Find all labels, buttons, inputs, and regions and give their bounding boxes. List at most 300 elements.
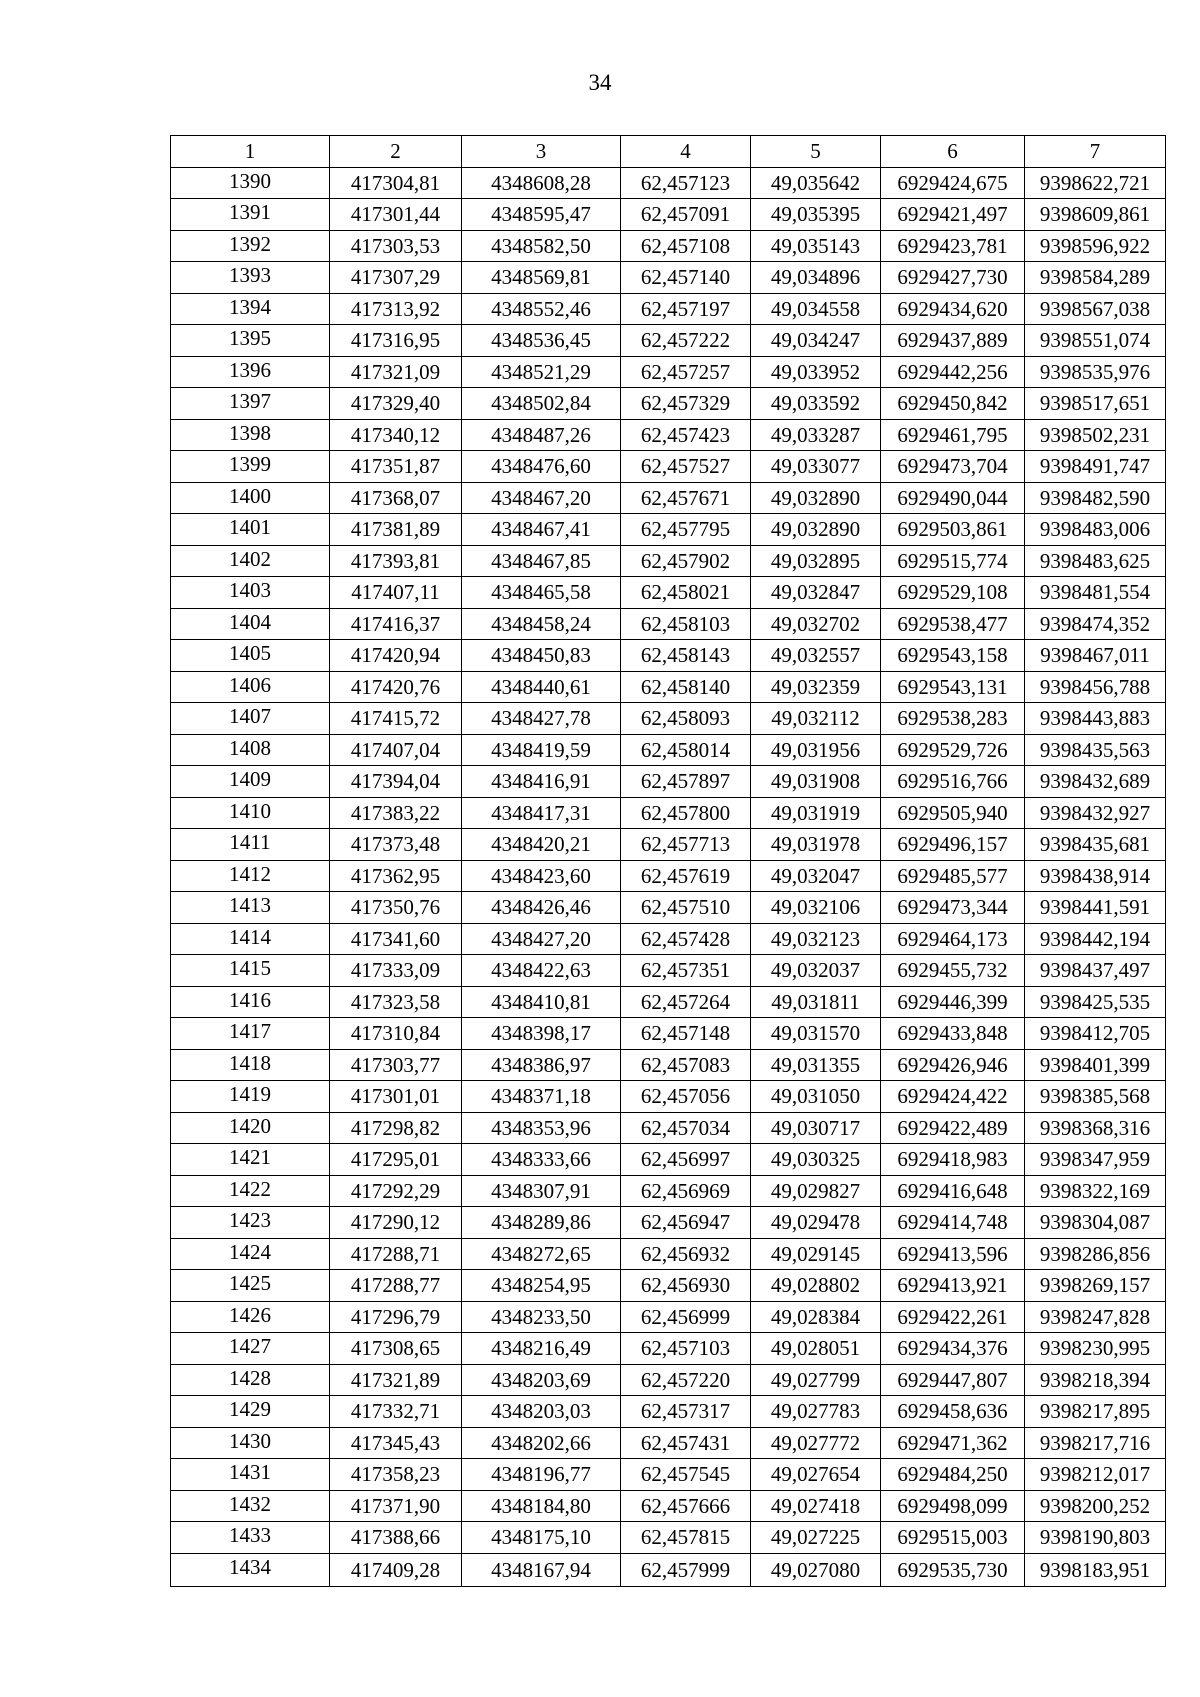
table-cell: 6929437,889 [881,325,1025,357]
table-cell: 6929543,158 [881,640,1025,672]
table-row [171,986,1166,1018]
table-cell: 9398443,883 [1025,703,1166,735]
table-cell: 49,031919 [751,797,881,829]
point-number-cell: 1419 [171,1081,330,1113]
table-cell: 6929418,983 [881,1144,1025,1176]
table-cell: 417394,04 [330,766,462,798]
table-cell: 6929515,774 [881,545,1025,577]
table-cell: 49,032702 [751,608,881,640]
table-cell: 6929516,766 [881,766,1025,798]
table-row [171,1018,1166,1050]
point-number-cell: 1415 [171,955,330,987]
table-cell: 9398269,157 [1025,1270,1166,1302]
point-number-cell: 1409 [171,766,330,798]
table-cell: 49,031570 [751,1018,881,1050]
point-number-cell: 1390 [171,167,330,199]
table-cell: 9398474,352 [1025,608,1166,640]
table-cell: 6929427,730 [881,262,1025,294]
table-cell: 49,030325 [751,1144,881,1176]
table-cell: 62,457527 [621,451,751,483]
table-cell: 49,032047 [751,860,881,892]
table-cell: 49,033287 [751,419,881,451]
point-number-cell: 1406 [171,671,330,703]
table-cell: 417388,66 [330,1522,462,1554]
table-cell: 49,035143 [751,230,881,262]
point-number-cell: 1402 [171,545,330,577]
table-row [171,608,1166,640]
table-cell: 9398502,231 [1025,419,1166,451]
table-cell: 417409,28 [330,1553,462,1586]
table-cell: 49,029827 [751,1175,881,1207]
table-row [171,1144,1166,1176]
table-cell: 6929490,044 [881,482,1025,514]
point-number-cell: 1420 [171,1112,330,1144]
table-cell: 9398432,927 [1025,797,1166,829]
column-header: 4 [621,136,751,168]
point-number-cell: 1392 [171,230,330,262]
table-cell: 49,032112 [751,703,881,735]
table-cell: 417407,04 [330,734,462,766]
table-cell: 417333,09 [330,955,462,987]
table-cell: 6929413,596 [881,1238,1025,1270]
point-number-cell: 1398 [171,419,330,451]
table-cell: 9398441,591 [1025,892,1166,924]
table-cell: 9398212,017 [1025,1459,1166,1491]
table-cell: 49,030717 [751,1112,881,1144]
table-cell: 62,458140 [621,671,751,703]
table-cell: 4348386,97 [462,1049,621,1081]
table-row [171,356,1166,388]
table-cell: 417307,29 [330,262,462,294]
table-cell: 62,457148 [621,1018,751,1050]
table-cell: 4348203,03 [462,1396,621,1428]
table-cell: 9398596,922 [1025,230,1166,262]
table-cell: 9398218,394 [1025,1364,1166,1396]
table-cell: 9398385,568 [1025,1081,1166,1113]
point-number-cell: 1429 [171,1396,330,1428]
table-cell: 62,458143 [621,640,751,672]
table-cell: 9398567,038 [1025,293,1166,325]
table-row [171,577,1166,609]
point-number-cell: 1418 [171,1049,330,1081]
table-cell: 49,033592 [751,388,881,420]
point-number-cell: 1411 [171,829,330,861]
table-cell: 9398435,681 [1025,829,1166,861]
table-cell: 417393,81 [330,545,462,577]
point-number-cell: 1433 [171,1522,330,1554]
table-cell: 62,456930 [621,1270,751,1302]
table-cell: 9398483,625 [1025,545,1166,577]
table-cell: 62,457034 [621,1112,751,1144]
table-row [171,262,1166,294]
table-cell: 62,456997 [621,1144,751,1176]
table-cell: 49,027418 [751,1490,881,1522]
table-row [171,1238,1166,1270]
table-cell: 49,027080 [751,1553,881,1586]
table-cell: 62,457257 [621,356,751,388]
table-cell: 4348417,31 [462,797,621,829]
table-cell: 4348467,85 [462,545,621,577]
table-cell: 49,033077 [751,451,881,483]
table-cell: 49,034247 [751,325,881,357]
table-cell: 417313,92 [330,293,462,325]
table-cell: 4348272,65 [462,1238,621,1270]
table-row [171,923,1166,955]
table-cell: 9398517,651 [1025,388,1166,420]
point-number-cell: 1410 [171,797,330,829]
point-number-cell: 1421 [171,1144,330,1176]
table-cell: 49,031050 [751,1081,881,1113]
table-cell: 62,457220 [621,1364,751,1396]
table-cell: 417290,12 [330,1207,462,1239]
table-cell: 9398482,590 [1025,482,1166,514]
table-cell: 4348420,21 [462,829,621,861]
table-row [171,955,1166,987]
table-cell: 417316,95 [330,325,462,357]
table-cell: 49,031978 [751,829,881,861]
table-cell: 417303,53 [330,230,462,262]
table-cell: 417321,09 [330,356,462,388]
table-cell: 62,458093 [621,703,751,735]
table-cell: 62,457264 [621,986,751,1018]
point-number-cell: 1397 [171,388,330,420]
table-row [171,451,1166,483]
table-cell: 49,027654 [751,1459,881,1491]
column-header: 5 [751,136,881,168]
table-row [171,1301,1166,1333]
table-cell: 9398412,705 [1025,1018,1166,1050]
table-cell: 9398609,861 [1025,199,1166,231]
table-cell: 9398467,011 [1025,640,1166,672]
table-cell: 9398438,914 [1025,860,1166,892]
point-number-cell: 1405 [171,640,330,672]
table-cell: 6929422,261 [881,1301,1025,1333]
table-row [171,230,1166,262]
point-number-cell: 1426 [171,1301,330,1333]
table-cell: 417420,76 [330,671,462,703]
table-cell: 9398481,554 [1025,577,1166,609]
table-row [171,640,1166,672]
table-cell: 62,456969 [621,1175,751,1207]
table-cell: 62,457423 [621,419,751,451]
table-cell: 417341,60 [330,923,462,955]
table-cell: 49,028384 [751,1301,881,1333]
table-cell: 417351,87 [330,451,462,483]
point-number-cell: 1425 [171,1270,330,1302]
table-row [171,419,1166,451]
point-number-cell: 1401 [171,514,330,546]
table-cell: 62,457428 [621,923,751,955]
table-cell: 49,032037 [751,955,881,987]
table-cell: 417329,40 [330,388,462,420]
table-cell: 9398535,976 [1025,356,1166,388]
table-row [171,892,1166,924]
table-cell: 4348427,20 [462,923,621,955]
table-cell: 6929426,946 [881,1049,1025,1081]
table-cell: 49,032106 [751,892,881,924]
table-cell: 417350,76 [330,892,462,924]
table-cell: 4348353,96 [462,1112,621,1144]
table-cell: 4348608,28 [462,167,621,199]
table-cell: 4348184,80 [462,1490,621,1522]
table-cell: 49,034896 [751,262,881,294]
table-header-row [171,136,1166,168]
table-cell: 417345,43 [330,1427,462,1459]
table-cell: 417416,37 [330,608,462,640]
table-cell: 417288,71 [330,1238,462,1270]
table-cell: 6929496,157 [881,829,1025,861]
point-number-cell: 1395 [171,325,330,357]
table-cell: 4348467,41 [462,514,621,546]
point-number-cell: 1427 [171,1333,330,1365]
table-cell: 6929422,489 [881,1112,1025,1144]
point-number-cell: 1404 [171,608,330,640]
table-cell: 49,028802 [751,1270,881,1302]
column-header: 1 [171,136,330,168]
table-cell: 6929498,099 [881,1490,1025,1522]
table-cell: 417301,01 [330,1081,462,1113]
table-cell: 9398432,689 [1025,766,1166,798]
table-cell: 6929535,730 [881,1553,1025,1586]
table-cell: 4348423,60 [462,860,621,892]
point-number-cell: 1423 [171,1207,330,1239]
table-row [171,1553,1166,1586]
table-cell: 9398584,289 [1025,262,1166,294]
table-row [171,199,1166,231]
point-number-cell: 1434 [171,1553,330,1586]
coordinates-table [170,135,1166,1587]
table-cell: 6929424,422 [881,1081,1025,1113]
table-row [171,1207,1166,1239]
table-cell: 6929464,173 [881,923,1025,955]
table-cell: 417332,71 [330,1396,462,1428]
table-cell: 9398347,959 [1025,1144,1166,1176]
table-cell: 6929473,344 [881,892,1025,924]
table-cell: 6929433,848 [881,1018,1025,1050]
table-cell: 62,456932 [621,1238,751,1270]
column-header: 7 [1025,136,1166,168]
table-cell: 62,457329 [621,388,751,420]
table-row [171,293,1166,325]
point-number-cell: 1408 [171,734,330,766]
point-number-cell: 1428 [171,1364,330,1396]
table-cell: 4348450,83 [462,640,621,672]
table-row [171,1490,1166,1522]
table-row [171,1427,1166,1459]
point-number-cell: 1412 [171,860,330,892]
table-cell: 49,035395 [751,199,881,231]
table-cell: 62,457108 [621,230,751,262]
table-cell: 62,457197 [621,293,751,325]
point-number-cell: 1399 [171,451,330,483]
table-cell: 49,031355 [751,1049,881,1081]
table-cell: 4348569,81 [462,262,621,294]
table-cell: 62,456947 [621,1207,751,1239]
table-cell: 4348582,50 [462,230,621,262]
table-cell: 4348203,69 [462,1364,621,1396]
table-cell: 4348175,10 [462,1522,621,1554]
table-cell: 4348410,81 [462,986,621,1018]
table-cell: 4348422,63 [462,955,621,987]
column-header: 3 [462,136,621,168]
table-cell: 62,458021 [621,577,751,609]
table-row [171,860,1166,892]
table-cell: 4348216,49 [462,1333,621,1365]
table-row [171,388,1166,420]
table-cell: 417288,77 [330,1270,462,1302]
table-cell: 6929471,362 [881,1427,1025,1459]
table-cell: 9398442,194 [1025,923,1166,955]
table-cell: 6929421,497 [881,199,1025,231]
table-cell: 6929529,726 [881,734,1025,766]
table-row [171,766,1166,798]
table-cell: 4348416,91 [462,766,621,798]
table-cell: 4348419,59 [462,734,621,766]
table-cell: 4348536,45 [462,325,621,357]
table-cell: 9398322,169 [1025,1175,1166,1207]
table-cell: 6929473,704 [881,451,1025,483]
table-cell: 62,457222 [621,325,751,357]
table-cell: 49,027783 [751,1396,881,1428]
table-cell: 6929416,648 [881,1175,1025,1207]
table-cell: 6929538,477 [881,608,1025,640]
table-row [171,1396,1166,1428]
table-row [171,1364,1166,1396]
table-cell: 4348289,86 [462,1207,621,1239]
point-number-cell: 1430 [171,1427,330,1459]
table-cell: 4348307,91 [462,1175,621,1207]
table-cell: 62,457351 [621,955,751,987]
column-header: 2 [330,136,462,168]
table-cell: 9398230,995 [1025,1333,1166,1365]
table-cell: 62,457545 [621,1459,751,1491]
point-number-cell: 1424 [171,1238,330,1270]
point-number-cell: 1396 [171,356,330,388]
table-cell: 417358,23 [330,1459,462,1491]
table-cell: 4348333,66 [462,1144,621,1176]
table-cell: 49,032890 [751,482,881,514]
table-row [171,1175,1166,1207]
table-cell: 417381,89 [330,514,462,546]
table-cell: 6929447,807 [881,1364,1025,1396]
table-cell: 4348552,46 [462,293,621,325]
table-cell: 9398368,316 [1025,1112,1166,1144]
table-cell: 4348502,84 [462,388,621,420]
table-cell: 62,457619 [621,860,751,892]
table-cell: 6929434,620 [881,293,1025,325]
table-cell: 6929450,842 [881,388,1025,420]
table-cell: 4348521,29 [462,356,621,388]
table-cell: 9398491,747 [1025,451,1166,483]
point-number-cell: 1391 [171,199,330,231]
table-cell: 417296,79 [330,1301,462,1333]
table-cell: 6929455,732 [881,955,1025,987]
table-cell: 417415,72 [330,703,462,735]
table-row [171,545,1166,577]
point-number-cell: 1432 [171,1490,330,1522]
table-cell: 6929424,675 [881,167,1025,199]
table-cell: 49,027772 [751,1427,881,1459]
table-cell: 49,031908 [751,766,881,798]
table-cell: 62,457815 [621,1522,751,1554]
table-cell: 9398437,497 [1025,955,1166,987]
table-cell: 49,032890 [751,514,881,546]
table-cell: 9398247,828 [1025,1301,1166,1333]
table-cell: 49,032557 [751,640,881,672]
table-cell: 62,458014 [621,734,751,766]
point-number-cell: 1394 [171,293,330,325]
table-cell: 62,458103 [621,608,751,640]
table-cell: 62,457103 [621,1333,751,1365]
table-cell: 6929414,748 [881,1207,1025,1239]
table-cell: 9398304,087 [1025,1207,1166,1239]
point-number-cell: 1431 [171,1459,330,1491]
table-cell: 4348458,24 [462,608,621,640]
table-row [171,482,1166,514]
point-number-cell: 1393 [171,262,330,294]
table-cell: 417371,90 [330,1490,462,1522]
table-cell: 4348196,77 [462,1459,621,1491]
table-row [171,1459,1166,1491]
table-row [171,671,1166,703]
table-cell: 417308,65 [330,1333,462,1365]
table-row [171,325,1166,357]
table-cell: 6929538,283 [881,703,1025,735]
table-cell: 62,457671 [621,482,751,514]
table-cell: 4348426,46 [462,892,621,924]
table-row [171,1112,1166,1144]
table-cell: 4348233,50 [462,1301,621,1333]
table-cell: 417301,44 [330,199,462,231]
table-cell: 62,457897 [621,766,751,798]
table-cell: 6929503,861 [881,514,1025,546]
table-cell: 49,031956 [751,734,881,766]
table-cell: 9398456,788 [1025,671,1166,703]
table-cell: 6929461,795 [881,419,1025,451]
table-cell: 9398286,856 [1025,1238,1166,1270]
point-number-cell: 1413 [171,892,330,924]
table-cell: 62,457123 [621,167,751,199]
table-cell: 49,027799 [751,1364,881,1396]
point-number-cell: 1407 [171,703,330,735]
table-cell: 49,035642 [751,167,881,199]
table-cell: 62,457713 [621,829,751,861]
table-cell: 6929515,003 [881,1522,1025,1554]
table-cell: 417407,11 [330,577,462,609]
point-number-cell: 1417 [171,1018,330,1050]
table-row [171,829,1166,861]
table-cell: 417298,82 [330,1112,462,1144]
point-number-cell: 1400 [171,482,330,514]
table-cell: 49,029145 [751,1238,881,1270]
table-cell: 417310,84 [330,1018,462,1050]
table-cell: 9398217,716 [1025,1427,1166,1459]
table-cell: 9398190,803 [1025,1522,1166,1554]
table-cell: 49,034558 [751,293,881,325]
table-cell: 6929458,636 [881,1396,1025,1428]
table-cell: 4348467,20 [462,482,621,514]
table-cell: 49,032123 [751,923,881,955]
table-cell: 6929423,781 [881,230,1025,262]
table-cell: 4348595,47 [462,199,621,231]
table-cell: 9398551,074 [1025,325,1166,357]
table-cell: 62,457666 [621,1490,751,1522]
table-cell: 4348487,26 [462,419,621,451]
table-cell: 417368,07 [330,482,462,514]
table-cell: 6929543,131 [881,671,1025,703]
table-row [171,1270,1166,1302]
table-row [171,1522,1166,1554]
